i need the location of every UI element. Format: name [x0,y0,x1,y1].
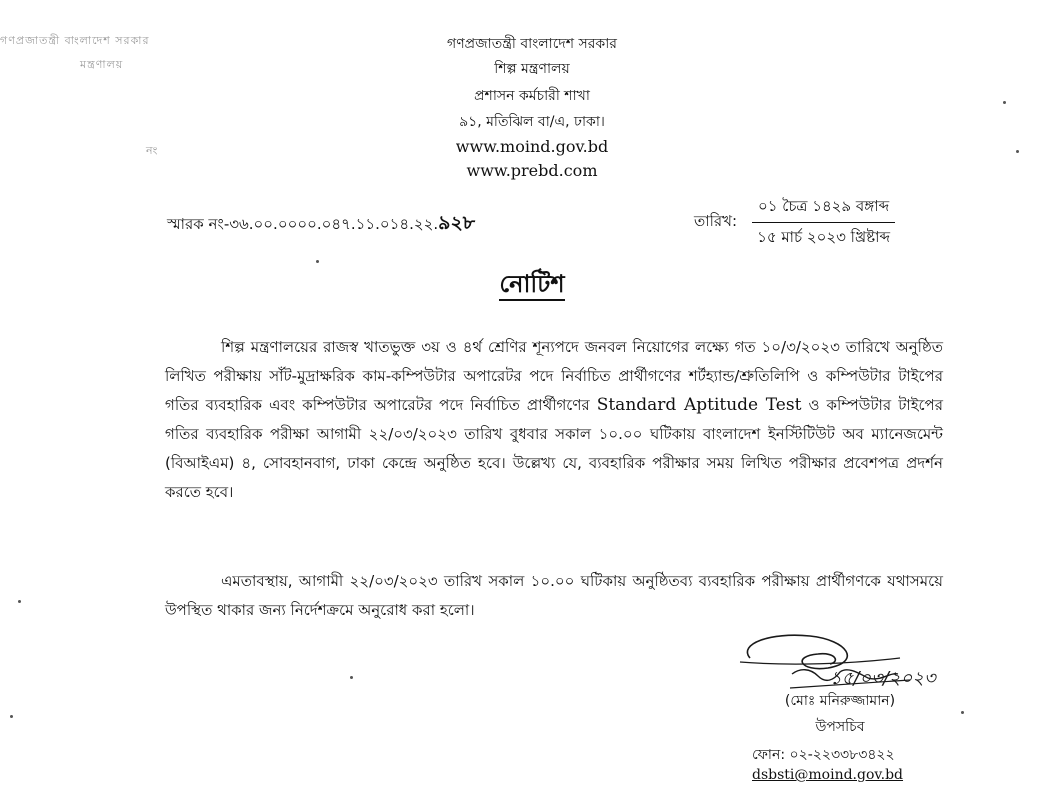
memo-number [167,209,475,241]
memo-number-prefix: স্মারক নং-৩৬.০০.০০০০.০৪৭.১১.০১৪.২২. [167,215,439,233]
date-block [752,195,895,251]
header-website-2: www.prebd.com [466,161,598,180]
header-address: ৯১, মতিঝিল বা/এ, ঢাকা। [459,114,605,130]
memo-number-suffix: ৯২৮ [438,212,476,234]
body-paragraph-1 [165,333,943,507]
body-paragraph-2 [165,567,943,625]
signatory-block [740,688,940,740]
signatory-designation: উপসচিব [815,719,865,735]
para1-english-term: Standard Aptitude Test [596,395,802,415]
signatory-name: (মোঃ মনিরুজ্জামান) [784,693,896,709]
date-label: তারিখ: [694,212,738,230]
signatory-email[interactable]: dsbsti@moind.gov.bd [752,767,904,783]
notice-title [0,266,1064,306]
notice-title-text: নোটিশ [499,270,564,301]
scan-speck [350,676,353,679]
header-branch: প্রশাসন কর্মচারী শাখা [474,88,590,104]
para2-text: এমতাবস্থায়, আগামী ২২/০৩/২০২৩ তারিখ সকাল ১০.০০ ঘটিকায় অনুষ্ঠিতব্য ব্যবহারিক পরীক্ষায় প্রার্থীগণকে যথাসময়ে উপস্থিত থাকার জন্য নির্দেশক্রমে অনুরোধ করা হলো। [165,572,943,619]
para1-part-b: ও কম্পিউটার টাইপের গতির ব্যবহারিক পরীক্ষা আগামী ২২/০৩/২০২৩ তারিখ বুধবার সকাল ১০.০০ ঘটিকায় বাংলাদেশ ইনস্টিটিউট অব ম্যানেজমেন্ট (বিআইএম) ৪, সোবহানবাগ, ঢাকা কেন্দ্রে অনুষ্ঠিত হবে। উল্লেখ্য যে, ব্যবহারিক পরীক্ষার সময় লিখিত পরীক্ষার প্রবেশপত্র প্রদর্শন করতে হবে। [165,396,943,501]
header-website-1: www.moind.gov.bd [455,137,609,156]
scan-speck [316,260,319,263]
ghost-text-left-4: নং [146,144,159,157]
scan-speck [10,715,13,718]
scan-speck [961,711,964,714]
header-government: গণপ্রজাতন্ত্রী বাংলাদেশ সরকার [447,36,617,52]
scan-speck [18,600,21,603]
signatory-phone: ফোন: ০২-২২৩৩৮৩৪২২ [752,747,895,763]
date-english: ১৫ মার্চ ২০২৩ খ্রিষ্টাব্দ [757,228,890,246]
signature-date: ১৫/০৩/২০২৩ [830,668,936,689]
ghost-text-left-2: মন্ত্রণালয় [80,58,124,71]
header-ministry: শিল্প মন্ত্রণালয় [494,61,570,77]
date-bangla: ০১ চৈত্র ১৪২৯ বঙ্গাব্দ [752,195,895,223]
ghost-text-left-1: গণপ্রজাতন্ত্রী বাংলাদেশ সরকার [0,34,150,47]
para1-part-a: শিল্প মন্ত্রণালয়ের রাজস্ব খাতভুক্ত ৩য় ও ৪র্থ শ্রেণির শূন্যপদে জনবল নিয়োগের লক্ষ্যে গত ১০/৩/২০২৩ তারিখে অনুষ্ঠিত লিখিত পরীক্ষায় সাঁট-মুদ্রাক্ষরিক কাম-কম্পিউটার অপারেটর পদে নির্বাচিত প্রার্থীগণের শর্টহ্যান্ড/শ্রুতিলিপি ও কম্পিউটার টাইপের গতির ব্যবহারিক এবং কম্পিউটার অপারেটর পদে নির্বাচিত প্রার্থীগণের [165,338,943,414]
